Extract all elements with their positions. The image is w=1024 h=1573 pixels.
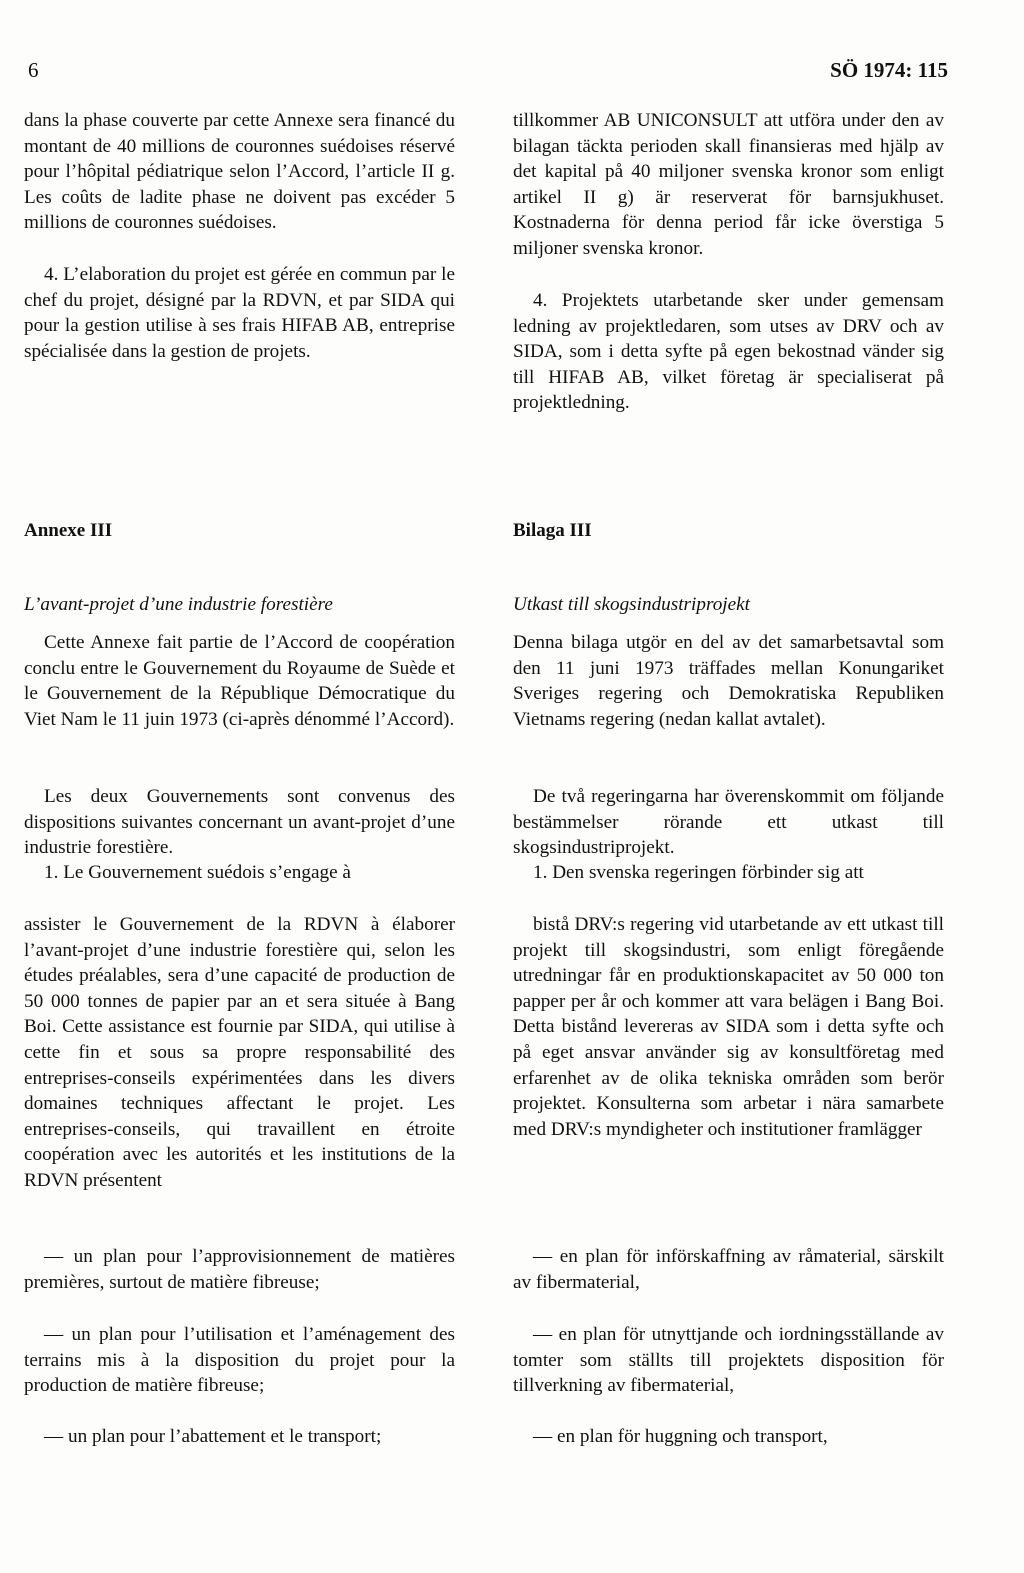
fr-intro-paragraph-1: dans la phase couverte par cette Annexe sera financé du montant de 40 millions de couronnes suédoises réservé pour l’hôpital pédiatrique selon l’Accord, l’article II g. Les coûts de ladite phase ne doivent pas excéder 5 millions de couronnes suédoises. bbox=[24, 110, 455, 234]
fr-annex-heading: Annexe III bbox=[24, 520, 113, 541]
fr-plan-item: — un plan pour l’approvisionnement de matières premières, surtout de matière fibreuse; bbox=[24, 1246, 455, 1293]
sv-plan-item: — en plan för införskaffning av råmaterial, särskilt av fibermaterial, bbox=[513, 1246, 944, 1293]
fr-plan-item: — un plan pour l’utilisation et l’aménagement des terrains mis à la disposition du projet pour la production de matière fibreuse; bbox=[24, 1324, 455, 1397]
fr-agreed-paragraph: Les deux Gouvernements sont convenus des dispositions suivantes concernant un avant-projet d’une industrie forestière. bbox=[24, 786, 455, 859]
fr-point-1: 1. Le Gouvernement suédois s’engage à bbox=[44, 862, 351, 883]
page-header bbox=[24, 58, 948, 88]
page-number: 6 bbox=[28, 58, 39, 82]
sv-annex-subtitle: Utkast till skogsindustriprojekt bbox=[513, 594, 750, 615]
sv-point-1: 1. Den svenska regeringen förbinder sig att bbox=[533, 862, 864, 883]
fr-assist-paragraph: assister le Gouvernement de la RDVN à élaborer l’avant-projet d’une industrie forestière qui, selon les études préalables, sera d’une capacité de production de 50 000 tonnes de papier par an et sera située à Bang Boi. Cette assistance est fournie par SIDA, qui utilise à cette fin et sous sa propre responsabilité des entreprises-conseils expérimentées dans les divers domaines techniques affectant le projet. Les entreprises-conseils, qui travaillent en étroite coopération avec les autorités et les institutions de la RDVN présentent bbox=[24, 914, 455, 1191]
sv-plan-item: — en plan för utnyttjande och iordningsställande av tomter som ställts till projektets disposition för tillverkning av fibermaterial, bbox=[513, 1324, 944, 1397]
sv-intro-paragraph-1: tillkommer AB UNICONSULT att utföra under den av bilagan täckta perioden skall finansieras med hjälp av det kapital på 40 miljoner svenska kronor som enligt artikel II g) är reserverat för barnsjukhuset. Kostnaderna för denna period får icke överstiga 5 miljoner svenska kronor. bbox=[513, 110, 944, 259]
fr-plan-item: — un plan pour l’abattement et le transport; bbox=[44, 1426, 382, 1447]
sv-agreed-paragraph: De två regeringarna har överenskommit om följande bestämmelser rörande ett utkast till skogsindustriprojekt. bbox=[513, 786, 944, 859]
sv-intro-paragraph-2: 4. Projektets utarbetande sker under gemensam ledning av projektledaren, som utses av DRV och av SIDA, som i detta syfte på egen bekostnad vänder sig till HIFAB AB, vilket företag är specialiserat på projektledning. bbox=[513, 290, 944, 414]
fr-intro-paragraph-2: 4. L’elaboration du projet est gérée en commun par le chef du projet, désigné par la RDVN, et par SIDA qui pour la gestion utilise à ses frais HIFAB AB, entreprise spécialisée dans la gestion de projets. bbox=[24, 264, 455, 362]
sv-assist-paragraph: bistå DRV:s regering vid utarbetande av ett utkast till projekt till skogsindustri, som enligt föregående utredningar får en produktionskapacitet av 50 000 ton papper per år och kommer att vara belägen i Bang Boi. Detta bistånd levereras av SIDA som i detta syfte och på eget ansvar använder sig av konsultföretag med erfarenhet av de olika tekniska områden som berör projektet. Konsulterna som arbetar i nära samarbete med DRV:s myndigheter och institutioner framlägger bbox=[513, 914, 944, 1140]
fr-annex-subtitle: L’avant-projet d’une industrie forestière bbox=[24, 594, 333, 615]
document-reference: SÖ 1974: 115 bbox=[830, 58, 948, 82]
fr-agreement-paragraph: Cette Annexe fait partie de l’Accord de coopération conclu entre le Gouvernement du Royaume de Suède et le Gouvernement de la République Démocratique du Viet Nam le 11 juin 1973 (ci-après dénommé l’Accord). bbox=[24, 632, 455, 730]
sv-annex-heading: Bilaga III bbox=[513, 520, 592, 541]
sv-agreement-paragraph: Denna bilaga utgör en del av det samarbetsavtal som den 11 juni 1973 träffades mellan Konungariket Sveriges regering och Demokratiska Republiken Vietnams regering (nedan kallat avtalet). bbox=[513, 632, 944, 730]
sv-plan-item: — en plan för huggning och transport, bbox=[533, 1426, 828, 1447]
